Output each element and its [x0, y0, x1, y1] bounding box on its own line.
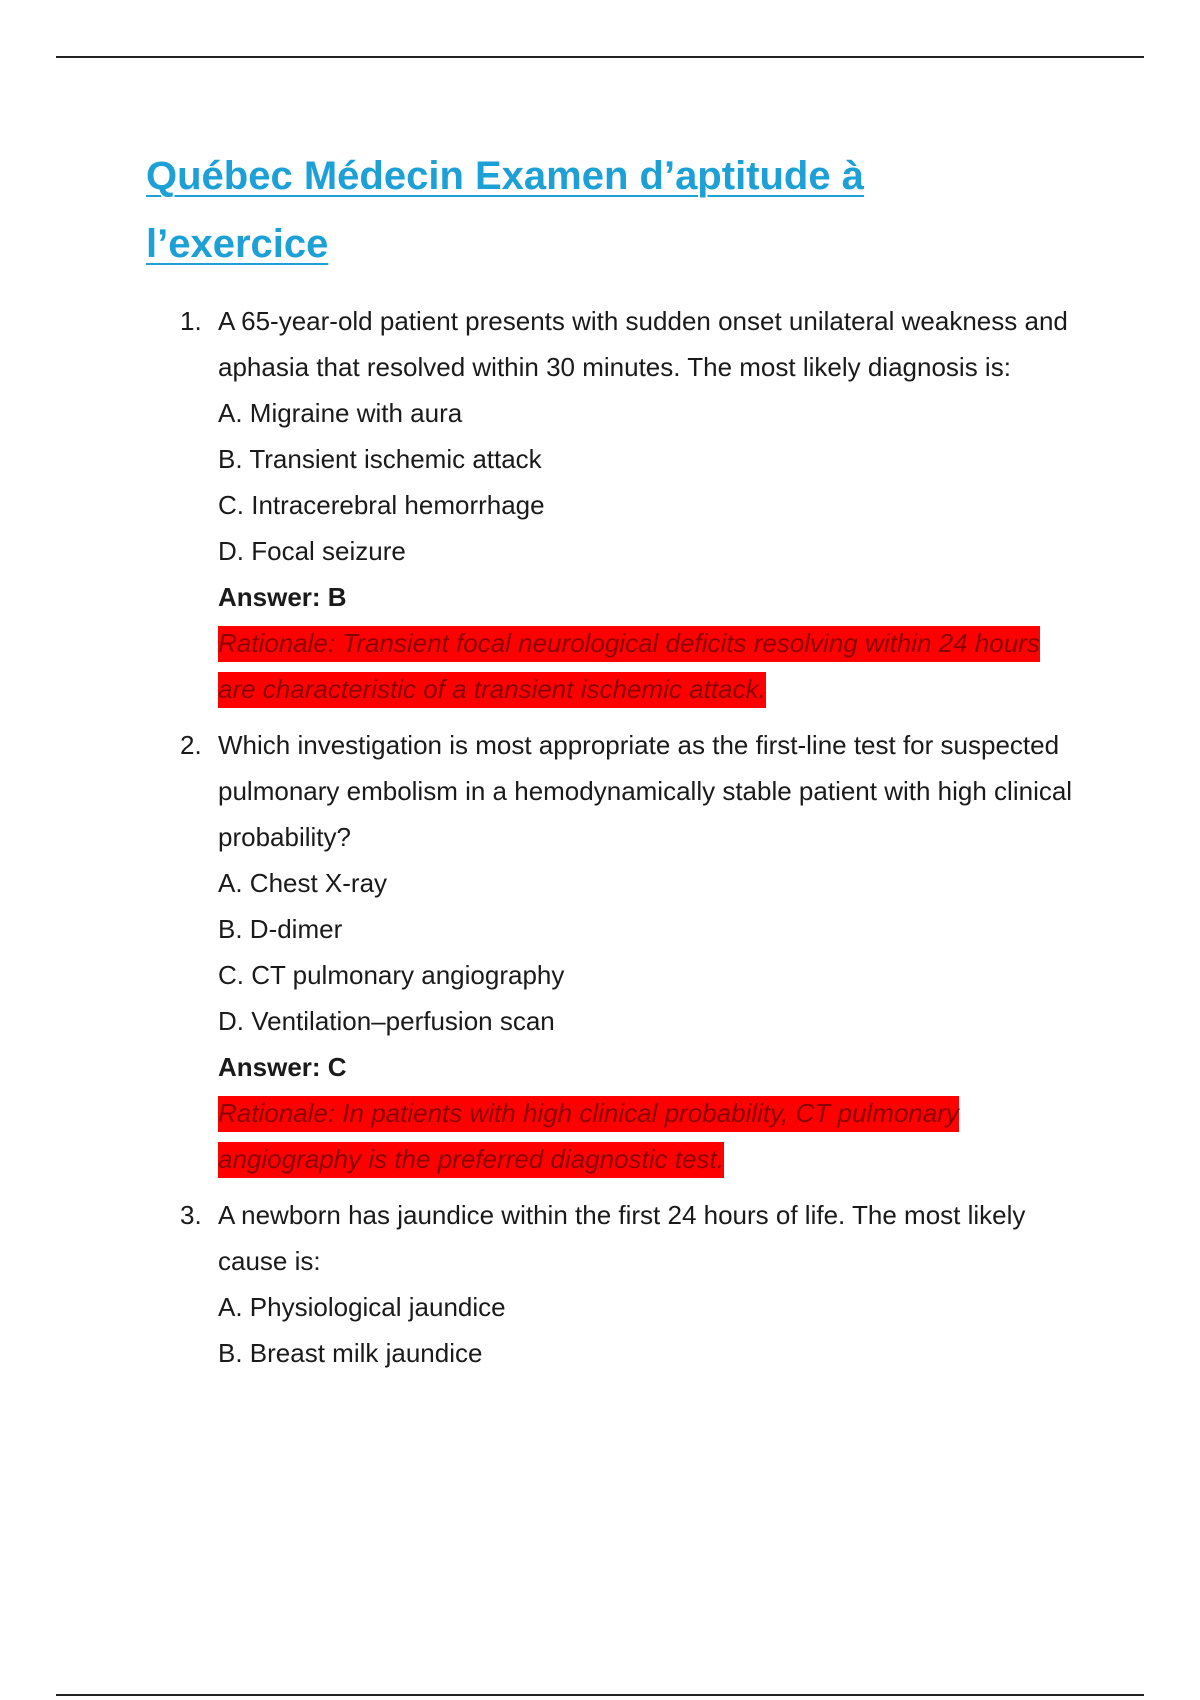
- rationale-highlight: [218, 620, 1078, 712]
- option-list: [218, 390, 1080, 574]
- question-item: [180, 1192, 1080, 1376]
- rationale-text: Rationale: In patients with high clinical probability, CT pulmonary angiography is the preferred diagnostic test.: [218, 1096, 959, 1178]
- document-title: Québec Médecin Examen d’aptitude à l’exercice: [146, 154, 864, 266]
- option-item: D. Focal seizure: [218, 536, 406, 566]
- question-number: 1.: [180, 306, 202, 336]
- question-item: [180, 722, 1080, 1182]
- question-list: [180, 298, 1080, 1386]
- option-list: [218, 1284, 1080, 1376]
- option-item: B. Transient ischemic attack: [218, 444, 542, 474]
- option-item: C. CT pulmonary angiography: [218, 960, 565, 990]
- option-list: [218, 860, 1080, 1044]
- question-item: [180, 298, 1080, 712]
- option-item: A. Migraine with aura: [218, 398, 463, 428]
- option-item: B. D-dimer: [218, 914, 343, 944]
- option-item: B. Breast milk jaundice: [218, 1338, 483, 1368]
- rationale-highlight: [218, 1090, 1078, 1182]
- question-stem: A 65-year-old patient presents with sudden onset unilateral weakness and aphasia that resolved within 30 minutes. The most likely diagnosis is:: [218, 306, 1068, 382]
- option-item: A. Chest X-ray: [218, 868, 388, 898]
- option-item: A. Physiological jaundice: [218, 1292, 506, 1322]
- answer-label: Answer: B: [218, 582, 347, 612]
- answer-label: Answer: C: [218, 1052, 347, 1082]
- option-item: C. Intracerebral hemorrhage: [218, 490, 545, 520]
- bottom-divider: [56, 1694, 1144, 1696]
- question-number: 3.: [180, 1200, 202, 1230]
- top-divider: [56, 56, 1144, 58]
- question-stem: A newborn has jaundice within the first 24 hours of life. The most likely cause is:: [218, 1200, 1026, 1276]
- rationale-text: Rationale: Transient focal neurological deficits resolving within 24 hours are characteristic of a transient ischemic attack.: [218, 626, 1040, 708]
- question-stem: Which investigation is most appropriate as the first-line test for suspected pulmonary embolism in a hemodynamically stable patient with high clinical probability?: [218, 730, 1073, 852]
- option-item: D. Ventilation–perfusion scan: [218, 1006, 555, 1036]
- question-number: 2.: [180, 730, 202, 760]
